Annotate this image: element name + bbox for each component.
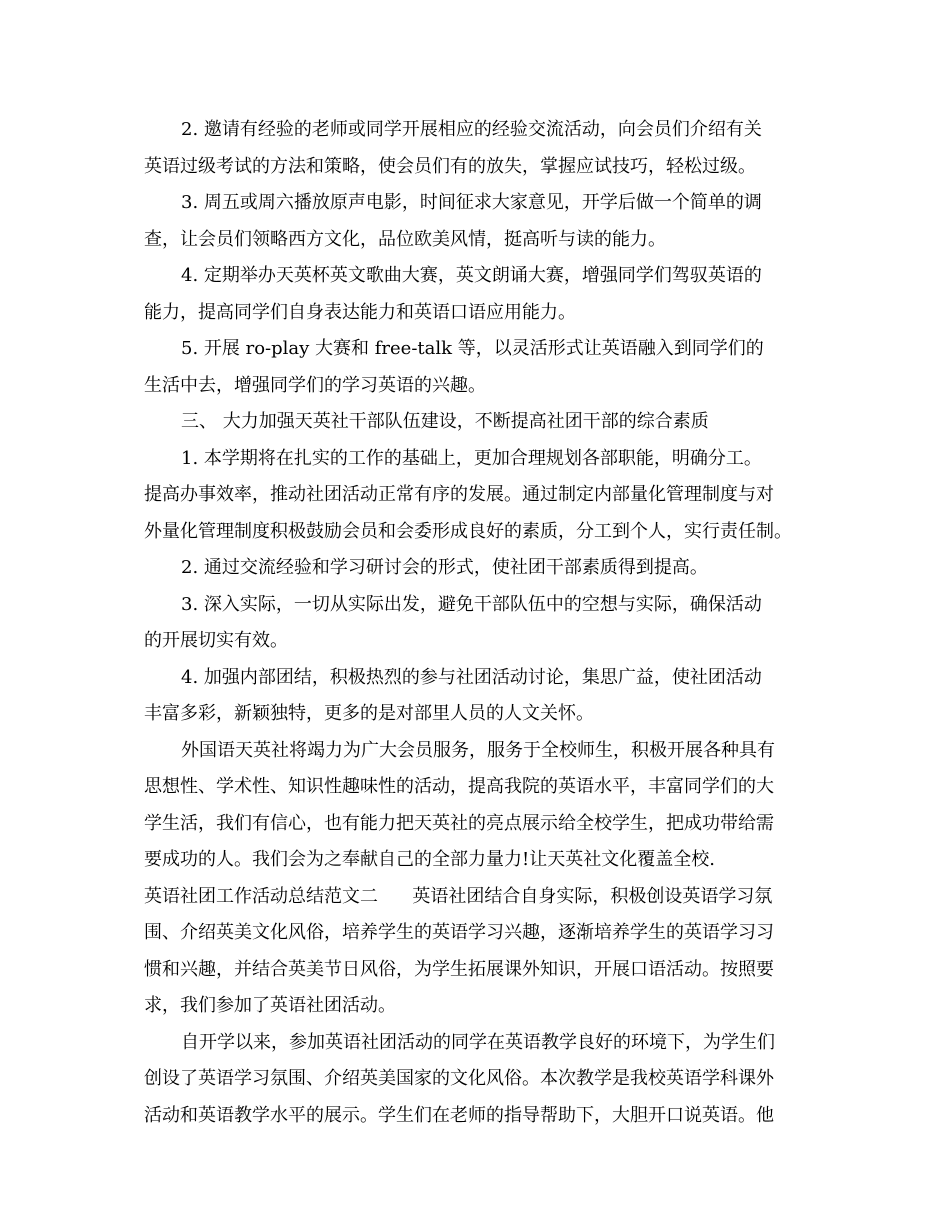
paragraph-line: 能力，提高同学们自身表达能力和英语口语应用能力。 — [144, 301, 576, 323]
paragraph-line: 英语过级考试的方法和策略，使会员们有的放失，掌握应试技巧，轻松过级。 — [144, 155, 756, 177]
paragraph-line: 4. 加强内部团结，积极热烈的参与社团活动讨论，集思广益，使社团活动 — [181, 666, 762, 688]
paragraph-line: 3. 深入实际，一切从实际出发，避免干部队伍中的空想与实际，确保活动 — [181, 593, 762, 615]
paragraph-line: 2. 通过交流经验和学习研讨会的形式，使社团干部素质得到提高。 — [181, 557, 708, 578]
paragraph-line: 的开展切实有效。 — [144, 630, 288, 651]
paragraph-line: 思想性、学术性、知识性趣味性的活动，提高我院的英语水平，丰富同学们的大 — [144, 776, 774, 797]
paragraph-line: 自开学以来，参加英语社团活动的同学在英语教学良好的环境下，为学生们 — [181, 1031, 775, 1053]
paragraph-line: 外量化管理制度积极鼓励会员和会委形成良好的素质，分工到个人，实行责任制。 — [144, 520, 792, 542]
section-heading: 三、 大力加强天英社干部队伍建设，不断提高社团干部的综合素质 — [181, 411, 709, 432]
paragraph-line: 丰富多彩，新颖独特，更多的是对部里人员的人文关怀。 — [144, 703, 594, 724]
paragraph-line: 4. 定期举办天英杯英文歌曲大赛，英文朗诵大赛，增强同学们驾驭英语的 — [181, 265, 762, 286]
paragraph-line: 2. 邀请有经验的老师或同学开展相应的经验交流活动，向会员们介绍有关 — [181, 119, 762, 140]
paragraph-line: 求，我们参加了英语社团活动。 — [144, 995, 396, 1016]
paragraph-line: 提高办事效率，推动社团活动正常有序的发展。通过制定内部量化管理制度与对 — [144, 484, 774, 505]
paragraph-line: 惯和兴趣，并结合英美节日风俗，为学生拓展课外知识，开展口语活动。按照要 — [144, 958, 774, 980]
paragraph-line: 要成功的人。我们会为之奉献自己的全部力量力!让天英社文化覆盖全校. — [144, 849, 715, 870]
paragraph-line: 英语社团工作活动总结范文二 英语社团结合自身实际，积极创设英语学习氛 — [144, 885, 773, 907]
paragraph-line: 1. 本学期将在扎实的工作的基础上，更加合理规划各部职能，明确分工。 — [181, 447, 762, 469]
paragraph-line: 生活中去，增强同学们的学习英语的兴趣。 — [144, 374, 486, 396]
paragraph-line: 围、介绍英美文化风俗，培养学生的英语学习兴趣，逐渐培养学生的英语学习习 — [144, 922, 774, 943]
paragraph-line: 外国语天英社将竭力为广大会员服务，服务于全校师生，积极开展各种具有 — [181, 739, 775, 761]
paragraph-line: 活动和英语教学水平的展示。学生们在老师的指导帮助下，大胆开口说英语。他 — [144, 1104, 774, 1126]
paragraph-line: 学生活，我们有信心，也有能力把天英社的亮点展示给全校学生，把成功带给需 — [144, 812, 774, 834]
document-body — [144, 112, 816, 1134]
paragraph-line: 创设了英语学习氛围、介绍英美国家的文化风俗。本次教学是我校英语学科课外 — [144, 1068, 774, 1089]
paragraph-line: 查，让会员们领略西方文化，品位欧美风情，挺高听与读的能力。 — [144, 228, 666, 250]
paragraph-line: 5. 开展 ro-play 大赛和 free-talk 等，以灵活形式让英语融入到同学们的 — [181, 338, 764, 359]
paragraph-line: 3. 周五或周六播放原声电影，时间征求大家意见，开学后做一个简单的调 — [181, 192, 762, 213]
